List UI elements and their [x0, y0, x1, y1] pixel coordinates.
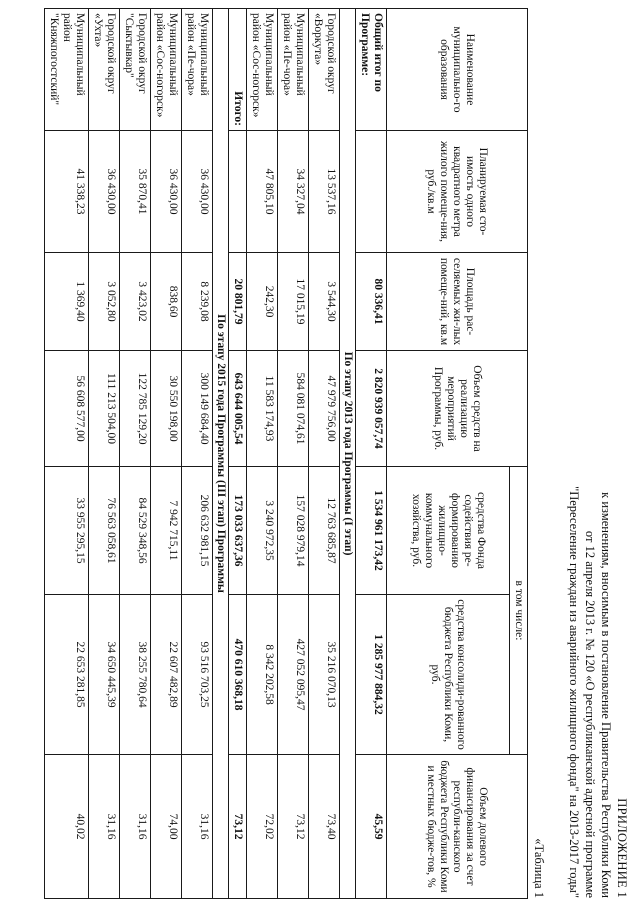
cell-volume: 56 608 577,00: [45, 351, 89, 467]
document-header: [566, 8, 630, 898]
cell-share: 73,12: [229, 755, 247, 899]
cell-fund: 33 955 295,15: [45, 467, 89, 595]
cell-price: [229, 131, 247, 253]
cell-area: 3 052,80: [89, 253, 120, 351]
cell-fund: 1 534 961 173,42: [356, 467, 387, 595]
cell-price: [356, 131, 387, 253]
cell-share: 31,16: [120, 755, 151, 899]
cell-name: Муниципальный район "Княжпогостский": [45, 9, 89, 131]
cell-fund: 173 033 637,36: [229, 467, 247, 595]
section-row-stage-3: [213, 9, 229, 899]
table-row: [247, 9, 278, 899]
col-header-area: Площадь рас-селяемых жи-лых помеще-ний, кв.м: [387, 253, 528, 351]
col-header-price: Планируемая сто-имость одного квадратного метра жилого помеще-ния, руб./кв.м: [387, 131, 528, 253]
cell-volume: 2 820 939 057,74: [356, 351, 387, 467]
cell-area: 3 544,30: [309, 253, 340, 351]
cell-share: 45,59: [356, 755, 387, 899]
header-line-3: "Переселение граждан из аварийного жилищного фонда" на 2013-2017 годы": [567, 486, 581, 898]
cell-fund: 206 632 981,15: [182, 467, 213, 595]
table-row: [89, 9, 120, 899]
cell-budget: 22 653 281,85: [45, 595, 89, 755]
rotated-page: [30, 8, 630, 898]
table-row: [309, 9, 340, 899]
cell-volume: 122 785 129,20: [120, 351, 151, 467]
cell-area: 8 239,08: [182, 253, 213, 351]
col-header-share: Объем долевого финансирования за счет республи-канского бюджета Республики Коми и местных бюдже-тов, %: [387, 755, 528, 899]
cell-budget: 22 607 482,89: [151, 595, 182, 755]
grand-total-row: [356, 9, 387, 899]
cell-price: 47 805,10: [247, 131, 278, 253]
table-row: [151, 9, 182, 899]
cell-price: 41 338,23: [45, 131, 89, 253]
col-header-budget: средства консолиди-рованного бюджета Республики Коми, руб.: [387, 595, 510, 755]
cell-fund: 76 563 058,61: [89, 467, 120, 595]
cell-share: 31,16: [89, 755, 120, 899]
cell-volume: 643 644 005,54: [229, 351, 247, 467]
cell-area: 1 369,40: [45, 253, 89, 351]
cell-volume: 111 213 504,00: [89, 351, 120, 467]
cell-name: Городской округ «Ухта»: [89, 9, 120, 131]
cell-area: 838,60: [151, 253, 182, 351]
cell-area: 20 801,79: [229, 253, 247, 351]
cell-fund: 3 240 972,35: [247, 467, 278, 595]
cell-share: 73,12: [278, 755, 309, 899]
cell-share: 31,16: [182, 755, 213, 899]
cell-price: 34 327,04: [278, 131, 309, 253]
cell-volume: 30 550 198,00: [151, 351, 182, 467]
cell-fund: 157 028 979,14: [278, 467, 309, 595]
cell-budget: 470 610 368,18: [229, 595, 247, 755]
cell-price: 13 537,16: [309, 131, 340, 253]
header-row-1: [510, 9, 528, 899]
cell-volume: 11 583 174,93: [247, 351, 278, 467]
appendix-title: ПРИЛОЖЕНИЕ 1: [615, 798, 629, 898]
cell-price: 36 430,00: [89, 131, 120, 253]
col-header-fund: средства Фонда содействия ре-формированию жилищно-коммунального хозяйства, руб.: [387, 467, 510, 595]
table-row: [120, 9, 151, 899]
cell-fund: 84 529 348,56: [120, 467, 151, 595]
section-title: По этапу 2015 года Программы (III этап) Программы: [213, 9, 229, 899]
cell-budget: 34 650 445,39: [89, 595, 120, 755]
cell-name: Муниципальный район «Пе-чора»: [182, 9, 213, 131]
cell-volume: 300 149 684,40: [182, 351, 213, 467]
cell-name: Муниципальный район «Сос-ногорск»: [247, 9, 278, 131]
cell-budget: 38 255 780,64: [120, 595, 151, 755]
table-row: [182, 9, 213, 899]
cell-area: 242,30: [247, 253, 278, 351]
cell-volume: 584 081 074,61: [278, 351, 309, 467]
cell-name: Муниципальный район «Пе-чора»: [278, 9, 309, 131]
col-header-volume: Объем средств на реализацию мероприятий Программы, руб.: [387, 351, 528, 467]
table-label: «Таблица 1: [532, 838, 546, 898]
cell-share: 72,02: [247, 755, 278, 899]
cell-share: 74,00: [151, 755, 182, 899]
cell-area: 17 015,19: [278, 253, 309, 351]
col-header-name: Наименование муниципально-го образования: [387, 9, 528, 131]
cell-share: 40,02: [45, 755, 89, 899]
cell-name: Муниципальный район «Сос-ногорск»: [151, 9, 182, 131]
cell-budget: 93 516 703,25: [182, 595, 213, 755]
grand-total-label: Общий итог по Программе:: [356, 9, 387, 131]
program-table: [44, 8, 528, 899]
cell-name: Городской округ "Сыктывкар": [120, 9, 151, 131]
cell-price: 36 430,00: [182, 131, 213, 253]
col-header-including: в том числе:: [510, 467, 528, 755]
cell-volume: 47 979 756,00: [309, 351, 340, 467]
table-row: [278, 9, 309, 899]
cell-budget: 8 342 202,58: [247, 595, 278, 755]
header-line-2: от 12 апреля 2013 г. № 120 «О республиканской адресной программе: [583, 530, 597, 898]
subtotal-label: Итого:: [229, 9, 247, 131]
cell-budget: 35 216 070,13: [309, 595, 340, 755]
table-row: [45, 9, 89, 899]
header-line-1: к изменениям, вносимым в постановление Правительства Республики Коми: [599, 492, 613, 898]
section-row-stage-1: [340, 9, 356, 899]
cell-price: 35 870,41: [120, 131, 151, 253]
cell-budget: 1 285 977 884,32: [356, 595, 387, 755]
cell-fund: 7 942 715,11: [151, 467, 182, 595]
cell-area: 3 423,02: [120, 253, 151, 351]
cell-price: 36 430,00: [151, 131, 182, 253]
cell-budget: 427 052 095,47: [278, 595, 309, 755]
cell-name: Городской округ «Воркута»: [309, 9, 340, 131]
subtotal-row: [229, 9, 247, 899]
section-title: По этапу 2013 года Программы (I этап): [340, 9, 356, 899]
cell-area: 80 336,41: [356, 253, 387, 351]
cell-share: 73,40: [309, 755, 340, 899]
cell-fund: 12 763 685,87: [309, 467, 340, 595]
